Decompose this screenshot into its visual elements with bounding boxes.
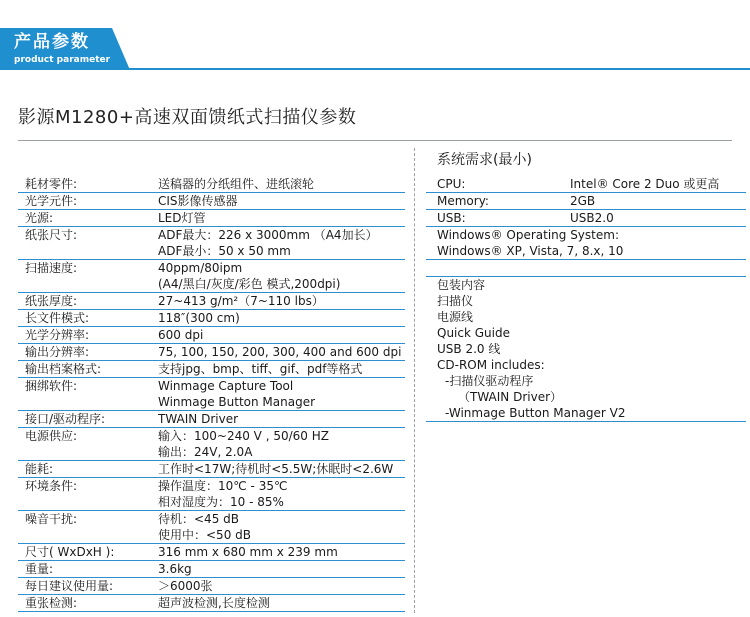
spec-value: 316 mm x 680 mm x 239 mm	[158, 545, 338, 559]
spec-value: 输入：100~240 V , 50/60 HZ	[158, 429, 329, 443]
spec-value: Winmage Capture Tool	[158, 379, 294, 393]
spec-value: 使用中：<50 dB	[158, 528, 251, 542]
banner-subtitle: product parameter	[14, 55, 111, 65]
spec-label: 接口/驱动程序:	[25, 412, 106, 426]
spec-row	[18, 210, 405, 227]
spec-value: TWAIN Driver	[158, 412, 239, 426]
spec-label: 捆绑软件:	[25, 379, 78, 393]
spec-row	[18, 511, 405, 544]
spec-label: 尺寸( WxDxH ):	[25, 545, 115, 559]
spec-label: 每日建议使用量:	[25, 579, 114, 593]
spec-values	[158, 578, 405, 594]
spec-row	[18, 411, 405, 428]
spec-values	[158, 428, 405, 460]
title-divider	[18, 140, 732, 141]
spec-value: 输出：24V, 2.0A	[158, 445, 253, 459]
spec-label: 光源:	[25, 211, 54, 225]
spec-value: 超声波检测,长度检测	[158, 596, 270, 610]
package-item: 扫描仪	[437, 294, 474, 308]
spec-values	[158, 478, 405, 510]
spec-label: 电源供应:	[25, 429, 78, 443]
spec-label: 输出档案格式:	[25, 362, 102, 376]
spec-row	[18, 260, 405, 293]
spec-row	[18, 478, 405, 511]
banner-rule	[128, 68, 750, 70]
spec-value: 待机：<45 dB	[158, 512, 239, 526]
spec-value: 相对湿度为：10 - 85%	[158, 495, 284, 509]
spec-label: 纸张厚度:	[25, 294, 78, 308]
spec-value: 支持jpg、bmp、tiff、gif、pdf等格式	[158, 362, 363, 376]
section-banner	[0, 28, 750, 70]
spec-label: 耗材零件:	[25, 177, 78, 191]
os-value: Windows® XP, Vista, 7, 8.x, 10	[426, 243, 746, 260]
spec-row	[18, 227, 405, 260]
page-title: 影源M1280+高速双面馈纸式扫描仪参数	[18, 107, 357, 128]
sys-value: Intel® Core 2 Duo 或更高	[570, 177, 720, 191]
spec-values	[158, 260, 405, 292]
package-heading: 包装内容	[437, 278, 486, 292]
spec-values	[158, 327, 405, 343]
package-item: CD-ROM includes:	[437, 358, 545, 372]
banner-title: 产品参数	[14, 32, 90, 52]
spec-value: 75, 100, 150, 200, 300, 400 and 600 dpi	[158, 345, 402, 359]
spec-values	[158, 176, 405, 192]
spec-value: 工作时<17W;待机时<5.5W;休眠时<2.6W	[158, 462, 394, 476]
sys-row-memory	[426, 193, 746, 210]
spec-values	[158, 511, 405, 543]
spec-row	[18, 310, 405, 327]
spec-values	[158, 595, 405, 611]
spec-value: 送稿器的分纸组件、进纸滚轮	[158, 177, 315, 191]
spec-label: 能耗:	[25, 462, 54, 476]
spec-label: 扫描速度:	[25, 261, 78, 275]
spec-values	[158, 361, 405, 377]
spec-value: 3.6kg	[158, 562, 192, 576]
spec-row	[18, 361, 405, 378]
spec-label: 输出分辨率:	[25, 345, 90, 359]
spec-table	[18, 176, 405, 612]
spec-label: 长文件模式:	[25, 311, 90, 325]
sys-row-cpu	[426, 176, 746, 193]
spec-values	[158, 378, 405, 410]
spec-label: 环境条件:	[25, 479, 78, 493]
spec-value: 操作温度：10℃ - 35℃	[158, 479, 288, 493]
spec-label: 光学分辨率:	[25, 328, 90, 342]
spec-label: 纸张尺寸:	[25, 228, 78, 242]
package-item: USB 2.0 线	[437, 342, 501, 356]
spec-value: ＞6000张	[158, 579, 213, 593]
spec-value: LED灯管	[158, 211, 206, 225]
spec-values	[158, 561, 405, 577]
spec-values	[158, 193, 405, 209]
spec-value: 27~413 g/m²（7~110 lbs）	[158, 294, 324, 308]
spec-row	[18, 428, 405, 461]
spec-values	[158, 210, 405, 226]
spec-value: Winmage Button Manager	[158, 395, 316, 409]
spec-label: 光学元件:	[25, 194, 78, 208]
spec-value: 600 dpi	[158, 328, 204, 342]
spec-row	[18, 193, 405, 210]
system-requirements	[426, 150, 746, 422]
spec-value: (A4/黑白/灰度/彩色 模式,200dpi)	[158, 277, 341, 291]
spec-value: CIS影像传感器	[158, 194, 238, 208]
spec-row	[18, 461, 405, 478]
spacer-row	[426, 260, 746, 277]
spec-values	[158, 461, 405, 477]
spec-row	[18, 595, 405, 612]
sys-label: Memory:	[437, 194, 489, 208]
spec-values	[158, 544, 405, 560]
spec-row	[18, 327, 405, 344]
spec-label: 重张检测:	[25, 596, 78, 610]
sys-value: 2GB	[570, 194, 596, 208]
spec-values	[158, 227, 405, 259]
sys-row-usb	[426, 210, 746, 227]
package-item: Quick Guide	[437, 326, 510, 340]
spec-label: 重量:	[25, 562, 54, 576]
package-subitem: （TWAIN Driver）	[458, 390, 563, 404]
sys-value: USB2.0	[570, 211, 614, 225]
system-heading: 系统需求(最小)	[437, 152, 532, 168]
spec-row	[18, 578, 405, 595]
os-label: Windows® Operating System:	[437, 228, 619, 242]
spec-row	[18, 378, 405, 411]
spec-row	[18, 293, 405, 310]
package-subitem: -扫描仪驱动程序	[445, 374, 534, 388]
sys-label: USB:	[437, 211, 466, 225]
spec-label: 噪音干扰:	[25, 512, 78, 526]
spec-values	[158, 310, 405, 326]
package-item: 电源线	[437, 310, 474, 324]
package-subitem: -Winmage Button Manager V2	[426, 405, 746, 422]
spec-row	[18, 344, 405, 361]
spec-value: ADF最小：50 x 50 mm	[158, 244, 291, 258]
spec-values	[158, 411, 405, 427]
spec-row	[18, 544, 405, 561]
spec-values	[158, 293, 405, 309]
column-divider	[414, 148, 415, 613]
spec-value: 118″(300 cm)	[158, 311, 240, 325]
spec-row	[18, 561, 405, 578]
spec-values	[158, 344, 405, 360]
spec-row	[18, 176, 405, 193]
spec-value: 40ppm/80ipm	[158, 261, 243, 275]
spec-value: ADF最大：226 x 3000mm （A4加长）	[158, 228, 378, 242]
sys-label: CPU:	[437, 177, 466, 191]
